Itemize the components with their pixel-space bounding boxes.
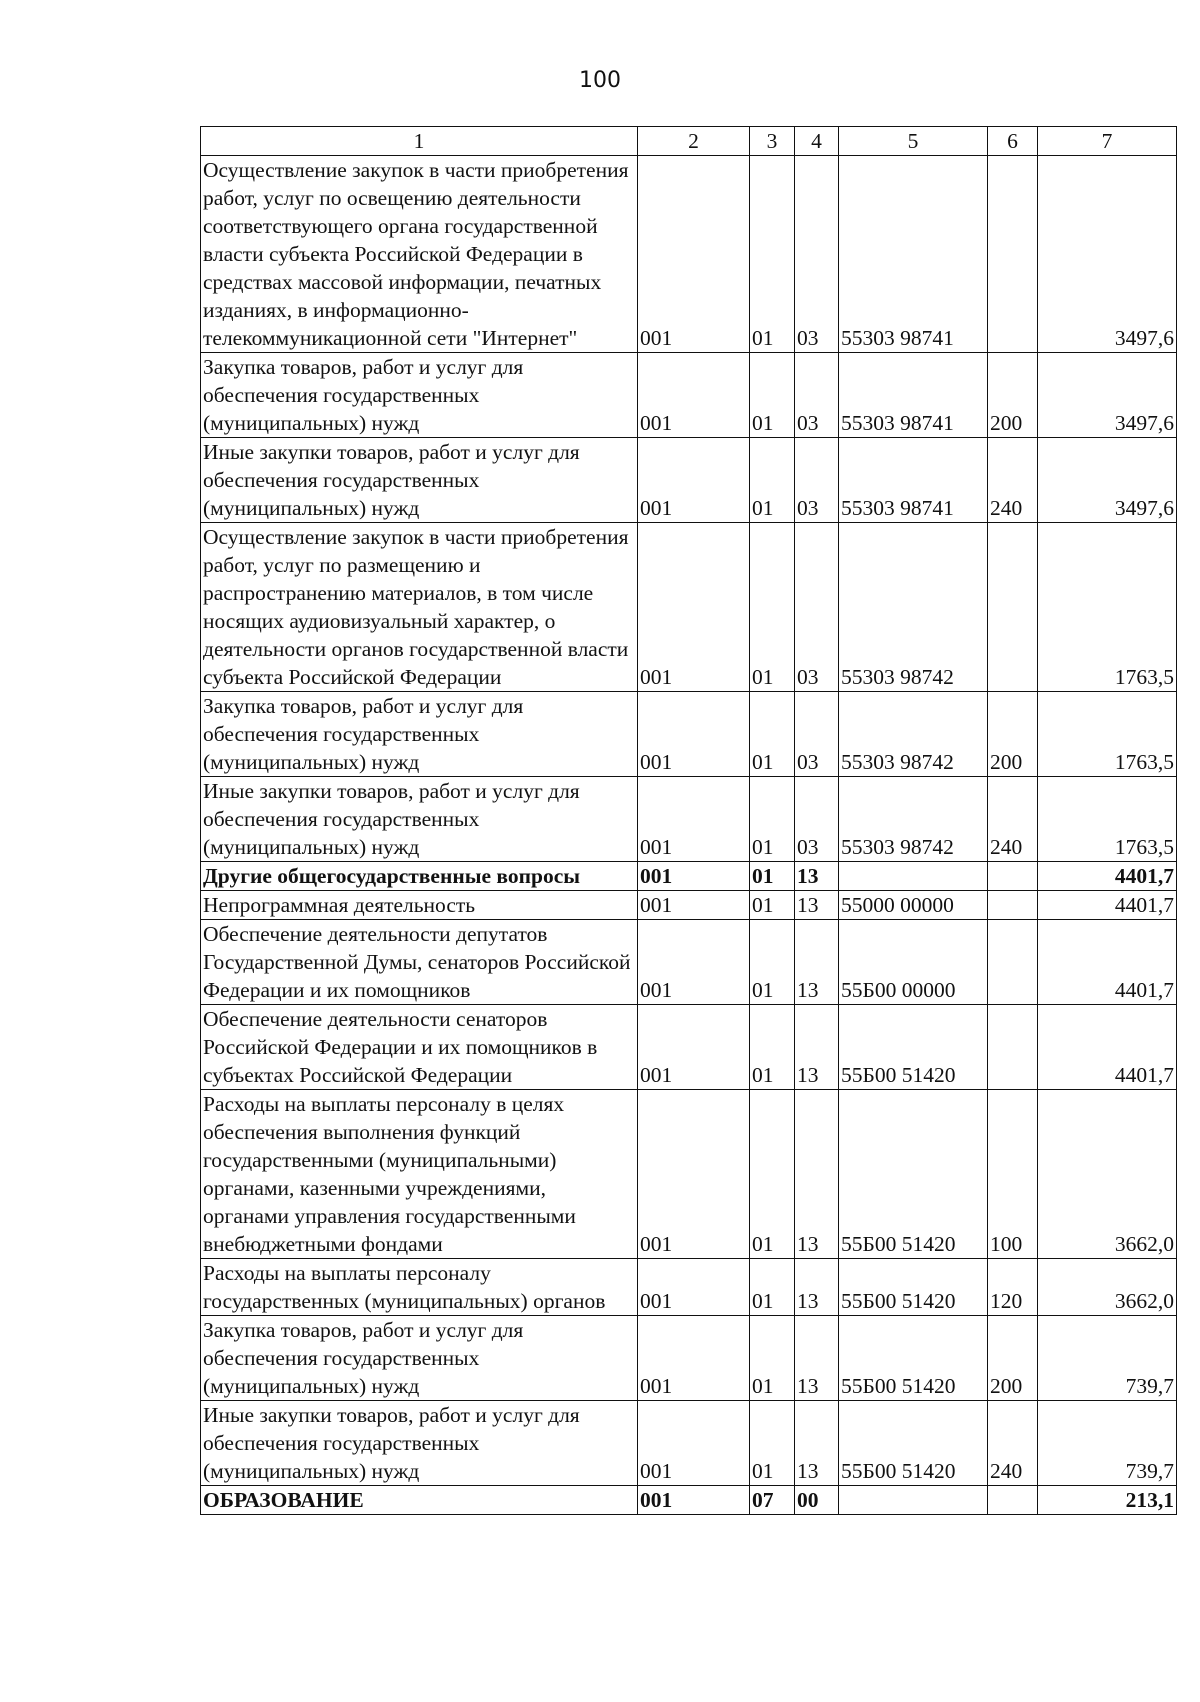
amount-cell: 4401,7 bbox=[1038, 920, 1177, 1005]
table-row bbox=[201, 692, 1177, 777]
target-article-cell: 55303 98742 bbox=[839, 777, 988, 862]
expense-name-cell: Осуществление закупок в части приобретения работ, услуг по размещению и распространению материалов, в том числе носящих аудиовизуальный характер, о деятельности органов государственной власти субъекта Российской Федерации bbox=[201, 523, 638, 692]
table-row bbox=[201, 1401, 1177, 1486]
table-row bbox=[201, 523, 1177, 692]
section-code-cell: 01 bbox=[750, 920, 795, 1005]
target-article-cell: 55Б00 51420 bbox=[839, 1005, 988, 1090]
target-article-cell: 55Б00 51420 bbox=[839, 1259, 988, 1316]
page-number: 100 bbox=[579, 68, 621, 93]
amount-cell: 3662,0 bbox=[1038, 1259, 1177, 1316]
column-header: 3 bbox=[750, 127, 795, 156]
amount-cell: 4401,7 bbox=[1038, 891, 1177, 920]
column-header: 6 bbox=[988, 127, 1038, 156]
subsection-code-cell: 13 bbox=[795, 891, 839, 920]
column-header: 7 bbox=[1038, 127, 1177, 156]
table-row bbox=[201, 862, 1177, 891]
expense-type-cell bbox=[988, 156, 1038, 353]
ministry-code-cell: 001 bbox=[638, 1090, 750, 1259]
table-row bbox=[201, 1316, 1177, 1401]
ministry-code-cell: 001 bbox=[638, 777, 750, 862]
subsection-code-cell: 03 bbox=[795, 523, 839, 692]
expense-type-cell: 100 bbox=[988, 1090, 1038, 1259]
ministry-code-cell: 001 bbox=[638, 891, 750, 920]
subsection-code-cell: 03 bbox=[795, 353, 839, 438]
column-header: 2 bbox=[638, 127, 750, 156]
amount-cell: 4401,7 bbox=[1038, 862, 1177, 891]
subsection-code-cell: 13 bbox=[795, 1259, 839, 1316]
table-row bbox=[201, 156, 1177, 353]
target-article-cell: 55303 98742 bbox=[839, 523, 988, 692]
section-code-cell: 07 bbox=[750, 1486, 795, 1515]
ministry-code-cell: 001 bbox=[638, 920, 750, 1005]
section-code-cell: 01 bbox=[750, 1005, 795, 1090]
ministry-code-cell: 001 bbox=[638, 1316, 750, 1401]
expense-type-cell bbox=[988, 920, 1038, 1005]
amount-cell: 213,1 bbox=[1038, 1486, 1177, 1515]
subsection-code-cell: 13 bbox=[795, 1005, 839, 1090]
expense-name-cell: Иные закупки товаров, работ и услуг для обеспечения государственных (муниципальных) нужд bbox=[201, 438, 638, 523]
ministry-code-cell: 001 bbox=[638, 1259, 750, 1316]
ministry-code-cell: 001 bbox=[638, 438, 750, 523]
expense-name-cell: Закупка товаров, работ и услуг для обеспечения государственных (муниципальных) нужд bbox=[201, 1316, 638, 1401]
amount-cell: 1763,5 bbox=[1038, 692, 1177, 777]
target-article-cell: 55Б00 51420 bbox=[839, 1316, 988, 1401]
expense-name-cell: Другие общегосударственные вопросы bbox=[201, 862, 638, 891]
expense-type-cell bbox=[988, 891, 1038, 920]
table-body bbox=[201, 156, 1177, 1515]
expense-type-cell: 120 bbox=[988, 1259, 1038, 1316]
amount-cell: 3497,6 bbox=[1038, 156, 1177, 353]
header-row bbox=[201, 127, 1177, 156]
table-row bbox=[201, 891, 1177, 920]
expense-type-cell: 240 bbox=[988, 1401, 1038, 1486]
amount-cell: 739,7 bbox=[1038, 1401, 1177, 1486]
expense-type-cell bbox=[988, 862, 1038, 891]
section-code-cell: 01 bbox=[750, 862, 795, 891]
subsection-code-cell: 03 bbox=[795, 692, 839, 777]
target-article-cell: 55303 98742 bbox=[839, 692, 988, 777]
expense-name-cell: Иные закупки товаров, работ и услуг для обеспечения государственных (муниципальных) нужд bbox=[201, 777, 638, 862]
target-article-cell bbox=[839, 862, 988, 891]
column-header: 5 bbox=[839, 127, 988, 156]
ministry-code-cell: 001 bbox=[638, 1005, 750, 1090]
target-article-cell: 55000 00000 bbox=[839, 891, 988, 920]
target-article-cell: 55Б00 00000 bbox=[839, 920, 988, 1005]
section-code-cell: 01 bbox=[750, 438, 795, 523]
expense-name-cell: Обеспечение деятельности депутатов Государственной Думы, сенаторов Российской Федерации и их помощников bbox=[201, 920, 638, 1005]
column-header: 4 bbox=[795, 127, 839, 156]
table-row bbox=[201, 1486, 1177, 1515]
subsection-code-cell: 13 bbox=[795, 1316, 839, 1401]
ministry-code-cell: 001 bbox=[638, 353, 750, 438]
section-code-cell: 01 bbox=[750, 1259, 795, 1316]
ministry-code-cell: 001 bbox=[638, 1486, 750, 1515]
amount-cell: 3662,0 bbox=[1038, 1090, 1177, 1259]
table-row bbox=[201, 353, 1177, 438]
section-code-cell: 01 bbox=[750, 891, 795, 920]
subsection-code-cell: 00 bbox=[795, 1486, 839, 1515]
section-code-cell: 01 bbox=[750, 1401, 795, 1486]
expense-type-cell: 200 bbox=[988, 1316, 1038, 1401]
ministry-code-cell: 001 bbox=[638, 156, 750, 353]
expense-name-cell: ОБРАЗОВАНИЕ bbox=[201, 1486, 638, 1515]
subsection-code-cell: 03 bbox=[795, 156, 839, 353]
expense-type-cell bbox=[988, 523, 1038, 692]
expense-name-cell: Осуществление закупок в части приобретения работ, услуг по освещению деятельности соответствующего органа государственной власти субъекта Российской Федерации в средствах массовой информации, печатных изданиях, в информационно-телекоммуникационной сети "Интернет" bbox=[201, 156, 638, 353]
table-row bbox=[201, 1090, 1177, 1259]
ministry-code-cell: 001 bbox=[638, 692, 750, 777]
section-code-cell: 01 bbox=[750, 1316, 795, 1401]
ministry-code-cell: 001 bbox=[638, 862, 750, 891]
subsection-code-cell: 03 bbox=[795, 777, 839, 862]
subsection-code-cell: 13 bbox=[795, 1401, 839, 1486]
table-row bbox=[201, 1005, 1177, 1090]
expense-name-cell: Обеспечение деятельности сенаторов Российской Федерации и их помощников в субъектах Российской Федерации bbox=[201, 1005, 638, 1090]
table-row bbox=[201, 777, 1177, 862]
table-row bbox=[201, 438, 1177, 523]
expense-name-cell: Иные закупки товаров, работ и услуг для обеспечения государственных (муниципальных) нужд bbox=[201, 1401, 638, 1486]
subsection-code-cell: 03 bbox=[795, 438, 839, 523]
amount-cell: 3497,6 bbox=[1038, 438, 1177, 523]
section-code-cell: 01 bbox=[750, 692, 795, 777]
subsection-code-cell: 13 bbox=[795, 862, 839, 891]
table-row bbox=[201, 920, 1177, 1005]
subsection-code-cell: 13 bbox=[795, 1090, 839, 1259]
target-article-cell: 55303 98741 bbox=[839, 438, 988, 523]
amount-cell: 4401,7 bbox=[1038, 1005, 1177, 1090]
target-article-cell: 55303 98741 bbox=[839, 353, 988, 438]
target-article-cell: 55Б00 51420 bbox=[839, 1401, 988, 1486]
expense-type-cell: 240 bbox=[988, 777, 1038, 862]
expense-type-cell: 200 bbox=[988, 692, 1038, 777]
expense-name-cell: Расходы на выплаты персоналу в целях обеспечения выполнения функций государственными (муниципальными) органами, казенными учреждениями, органами управления государственными внебюджетными фондами bbox=[201, 1090, 638, 1259]
section-code-cell: 01 bbox=[750, 523, 795, 692]
amount-cell: 739,7 bbox=[1038, 1316, 1177, 1401]
target-article-cell bbox=[839, 1486, 988, 1515]
amount-cell: 3497,6 bbox=[1038, 353, 1177, 438]
target-article-cell: 55303 98741 bbox=[839, 156, 988, 353]
expense-name-cell: Закупка товаров, работ и услуг для обеспечения государственных (муниципальных) нужд bbox=[201, 353, 638, 438]
section-code-cell: 01 bbox=[750, 1090, 795, 1259]
expense-type-cell bbox=[988, 1005, 1038, 1090]
ministry-code-cell: 001 bbox=[638, 1401, 750, 1486]
expense-name-cell: Расходы на выплаты персоналу государственных (муниципальных) органов bbox=[201, 1259, 638, 1316]
budget-table bbox=[200, 126, 1177, 1515]
expense-type-cell: 240 bbox=[988, 438, 1038, 523]
table-row bbox=[201, 1259, 1177, 1316]
subsection-code-cell: 13 bbox=[795, 920, 839, 1005]
expense-type-cell: 200 bbox=[988, 353, 1038, 438]
ministry-code-cell: 001 bbox=[638, 523, 750, 692]
section-code-cell: 01 bbox=[750, 777, 795, 862]
column-header: 1 bbox=[201, 127, 638, 156]
section-code-cell: 01 bbox=[750, 353, 795, 438]
expense-type-cell bbox=[988, 1486, 1038, 1515]
expense-name-cell: Закупка товаров, работ и услуг для обеспечения государственных (муниципальных) нужд bbox=[201, 692, 638, 777]
amount-cell: 1763,5 bbox=[1038, 777, 1177, 862]
section-code-cell: 01 bbox=[750, 156, 795, 353]
amount-cell: 1763,5 bbox=[1038, 523, 1177, 692]
expense-name-cell: Непрограммная деятельность bbox=[201, 891, 638, 920]
target-article-cell: 55Б00 51420 bbox=[839, 1090, 988, 1259]
